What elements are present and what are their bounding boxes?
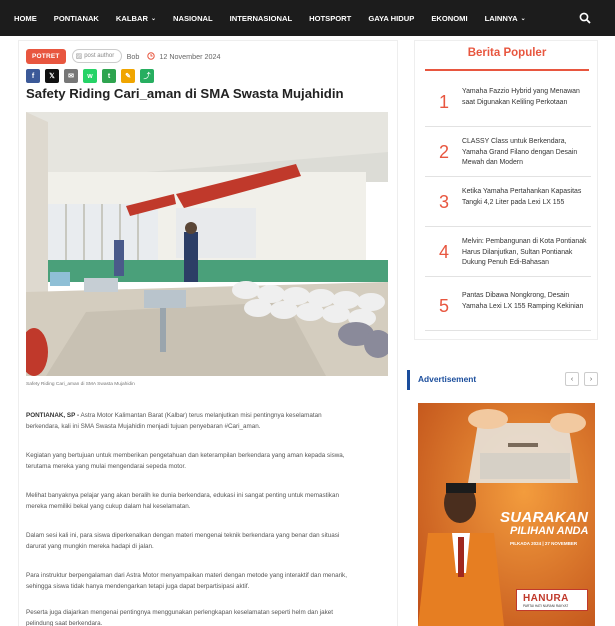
- popular-news-item[interactable]: [425, 177, 591, 227]
- top-navbar: [0, 0, 615, 36]
- party-subtitle: PARTAI HATI NURANI RAKYAT: [523, 604, 569, 608]
- share-buttons: [26, 69, 159, 83]
- paragraph-text: Peserta juga diajarkan mengenai pentingnya menggunakan perlengkapan keselamatan seperti helm dan jaket pelindung saat berkendara.: [26, 609, 334, 626]
- popular-rank-number: 5: [439, 296, 450, 316]
- nav-item-nasional[interactable]: [173, 14, 213, 23]
- nav-item-label: HOME: [14, 13, 37, 23]
- ad-next-button[interactable]: [584, 372, 598, 386]
- paragraph-text: Astra Motor Kalimantan Barat (Kalbar) terus melanjutkan misi pentingnya keselamatan berkendara, kali ini SMA Swasta Mujahidin menjadi tujuan penyebaran #Cari_aman.: [26, 412, 322, 430]
- article-paragraph: [26, 607, 356, 626]
- category-badge[interactable]: POTRET: [26, 49, 66, 64]
- article-area: [18, 40, 398, 626]
- author-avatar: [72, 49, 122, 63]
- party-logo: [516, 589, 588, 611]
- copy-share-button[interactable]: [102, 69, 116, 83]
- popular-news-item[interactable]: [425, 127, 591, 177]
- popular-news-link[interactable]: Ketika Yamaha Pertahankan Kapasitas Tangki 4,2 Liter pada Lexi LX 155: [462, 188, 582, 206]
- nav-item-label: PONTIANAK: [53, 13, 99, 23]
- x-share-button[interactable]: [45, 69, 59, 83]
- publish-date: 12 November 2024: [159, 51, 221, 61]
- whatsapp-share-button[interactable]: [83, 69, 97, 83]
- party-name: HANURA: [523, 593, 569, 604]
- email-share-button[interactable]: [64, 69, 78, 83]
- author-name[interactable]: Bob: [126, 51, 140, 61]
- search-icon[interactable]: [579, 12, 591, 24]
- paragraph-text: Para instruktur berpengalaman dari Astra Motor menyampaikan materi dengan metode yang interaktif dan menarik, sehingga siswa tidak hanya mendengarkan tetapi juga dapat berpartisipasi aktif.: [26, 572, 347, 590]
- nav-item-hotsport[interactable]: [309, 14, 351, 23]
- hanura-ad-banner[interactable]: [418, 403, 595, 626]
- chevron-right-icon: ›: [589, 375, 593, 383]
- article-meta: [26, 48, 221, 64]
- paragraph-text: Melihat banyaknya pelajar yang akan beralih ke dunia berkendara, edukasi ini sangat penting untuk memastikan mereka memiliki bekal yang cukup dalam hal keselamatan.: [26, 492, 339, 510]
- nav-item-lainnya[interactable]: [485, 14, 526, 23]
- popular-news-link[interactable]: Pantas Dibawa Nongkrong, Desain Yamaha Lexi LX 155 Ramping Kekinian: [462, 292, 584, 310]
- chevron-left-icon: ‹: [570, 375, 574, 383]
- article-paragraph: [26, 410, 356, 432]
- article-paragraph: [26, 570, 356, 592]
- ad-prev-button[interactable]: [565, 372, 579, 386]
- paragraph-text: Kegiatan yang bertujuan untuk memberikan pengetahuan dan keterampilan berkendara yang aman kepada siswa, terutama mereka yang mulai mengendarai sepeda motor.: [26, 452, 345, 470]
- nav-item-label: GAYA HIDUP: [368, 13, 415, 23]
- sms-icon: ✎: [125, 73, 131, 80]
- article-paragraph: [26, 530, 356, 552]
- popular-news-widget: [414, 40, 598, 340]
- ad-headline-1: SUARAKAN: [500, 509, 589, 526]
- chevron-down-icon: ⌄: [150, 15, 157, 22]
- nav-item-gaya-hidup[interactable]: [368, 14, 414, 23]
- broken-image-icon: ▨: [75, 53, 83, 60]
- x-icon: 𝕏: [49, 73, 55, 80]
- nav-item-ekonomi[interactable]: [431, 14, 467, 23]
- advertisement-title: Advertisement: [418, 374, 477, 384]
- nav-item-label: EKONOMI: [431, 13, 468, 23]
- article-photo: [26, 112, 388, 376]
- chevron-down-icon: ⌄: [520, 15, 526, 22]
- nav-menu: [14, 0, 543, 36]
- popular-news-link[interactable]: CLASSY Class untuk Berkendara, Yamaha Grand Filano dengan Desain Mewah dan Modern: [462, 138, 578, 166]
- paragraph-text: Dalam sesi kali ini, para siswa diperkenalkan dengan materi mengenai teknik berkendara yang benar dan situasi darurat yang mungkin mereka hadapi di jalan.: [26, 532, 340, 550]
- nav-item-label: INTERNASIONAL: [229, 13, 293, 23]
- email-icon: ✉: [68, 73, 74, 80]
- article-paragraph: [26, 490, 356, 512]
- share-icon: ⤴: [143, 73, 151, 80]
- photo-caption: Safety Riding Cari_aman di SMA Swasta Mujahidin: [26, 382, 135, 387]
- dateline: PONTIANAK, SP -: [26, 412, 80, 419]
- popular-rank-number: 2: [439, 142, 450, 162]
- popular-news-link[interactable]: Melvin: Pembangunan di Kota Pontianak Harus Dilanjutkan, Sultan Pontianak Dukung Penuh Edi-Bahasan: [462, 238, 587, 266]
- share-share-button[interactable]: [140, 69, 154, 83]
- nav-item-internasional[interactable]: [230, 14, 292, 23]
- popular-rank-number: 1: [439, 92, 450, 112]
- sms-share-button[interactable]: [121, 69, 135, 83]
- nav-item-pontianak[interactable]: [54, 14, 99, 23]
- ad-headline-2: PILIHAN ANDA: [510, 525, 589, 537]
- nav-item-home[interactable]: [14, 14, 37, 23]
- popular-news-link[interactable]: Yamaha Fazzio Hybrid yang Menawan saat Digunakan Keliling Perkotaan: [462, 88, 580, 106]
- popular-rank-number: 3: [439, 192, 450, 212]
- nav-item-label: NASIONAL: [173, 13, 213, 23]
- nav-item-label: HOTSPORT: [309, 13, 352, 23]
- nav-item-label: LAINNYA: [484, 13, 518, 23]
- nav-item-kalbar[interactable]: [116, 14, 156, 23]
- author-avatar-alt: post author: [84, 53, 115, 59]
- popular-news-item[interactable]: [425, 281, 591, 331]
- facebook-icon: f: [31, 72, 35, 80]
- article-paragraph: [26, 450, 356, 472]
- advertisement-header: [407, 370, 601, 390]
- popular-news-title: Berita Populer: [467, 47, 547, 59]
- facebook-share-button[interactable]: [26, 69, 40, 83]
- ad-subline: PILKADA 2024 | 27 NOVEMBER: [510, 541, 578, 546]
- clock-icon: [147, 52, 155, 60]
- copy-icon: t: [107, 72, 111, 80]
- popular-rank-number: 4: [439, 242, 450, 262]
- popular-news-item[interactable]: [425, 77, 591, 127]
- nav-item-label: KALBAR: [115, 13, 148, 23]
- article-title: Safety Riding Cari_aman di SMA Swasta Mujahidin: [26, 86, 344, 101]
- whatsapp-icon: w: [87, 72, 93, 80]
- popular-title-divider: [425, 69, 589, 71]
- popular-news-item[interactable]: [425, 227, 591, 277]
